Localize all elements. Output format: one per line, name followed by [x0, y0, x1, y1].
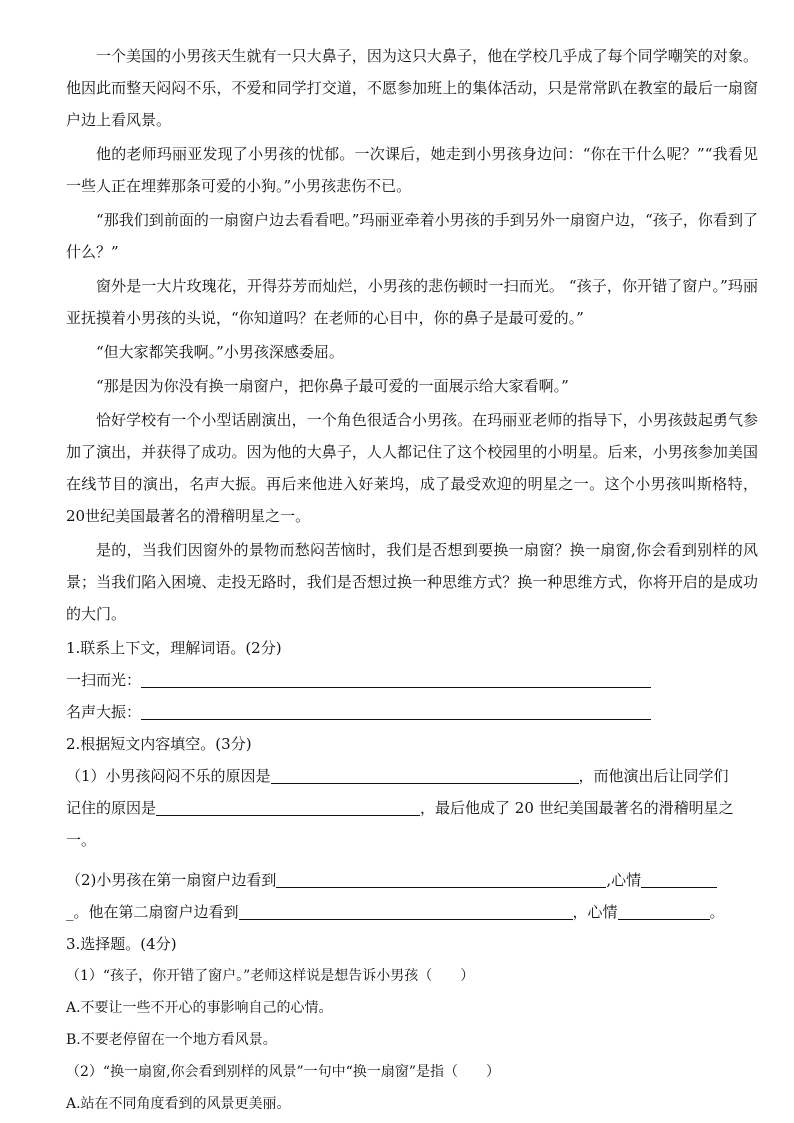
question-2-sub-1-line-3	[66, 824, 758, 856]
q2-s2-text-a: （2)小男孩在第一扇窗户边看到	[66, 871, 277, 889]
q2-s1-text-d: ，最后他成了 20 世纪美国最著名的滑稽明星之	[420, 799, 734, 817]
question-2-sub-1-line-2	[66, 792, 758, 824]
story-paragraph-4: 窗外是一大片玫瑰花，开得芬芳而灿烂，小男孩的悲伤顿时一扫而光。 “孩子，你开错了窗户。”玛丽亚抚摸着小男孩的头说，“你知道吗？在老师的心目中，你的鼻子是最可爱的。”	[66, 277, 758, 327]
q2-s2-text-d: ，心情	[572, 903, 618, 921]
answer-blank-term-2[interactable]	[141, 701, 651, 720]
question-1-item-2	[66, 696, 758, 728]
question-3-sub-1: （1）“孩子，你开错了窗户。”老师这样说是想告诉小男孩（ ）	[66, 968, 475, 984]
question-3-sub-1-option-a[interactable]: A.不要让一些不开心的事影响自己的心情。	[66, 1000, 333, 1016]
story-paragraph-2: 他的老师玛丽亚发现了小男孩的忧郁。一次课后，她走到小男孩身边问：“你在干什么呢？”“我看见一些人正在埋葬那条可爱的小狗。”小男孩悲伤不已。	[66, 145, 758, 195]
question-3-sub-1-option-b[interactable]: B.不要老停留在一个地方看风景。	[66, 1032, 277, 1048]
story-paragraph-1: 一个美国的小男孩天生就有一只大鼻子，因为这只大鼻子，他在学校几乎成了每个同学嘲笑的对象。他因此而整天闷闷不乐，不爱和同学打交道，不愿参加班上的集体活动，只是常常趴在教室的最后一扇窗户边上看风景。	[66, 47, 758, 129]
question-1-title: 1.联系上下文，理解词语。(2分)	[66, 639, 282, 657]
term-label-2: 名声大振：	[66, 703, 142, 721]
question-3-sub-2-option-a[interactable]: A.站在不同角度看到的风景更美丽。	[66, 1096, 291, 1112]
q2-s1-text-a: （1）小男孩闷闷不乐的原因是	[66, 767, 271, 785]
q2-s2-text-b: ,心情	[606, 871, 642, 889]
question-3-sub-2: （2）“换一扇窗,你会看到别样的风景”一句中“换一扇窗”是指（ ）	[66, 1064, 500, 1080]
q2-s1-text-b: ，而他演出后让同学们	[578, 767, 729, 785]
question-2-sub-2-line-1	[66, 864, 758, 896]
answer-blank-reason-unhappy[interactable]	[271, 765, 579, 784]
question-2-sub-1-line-1	[66, 760, 758, 792]
question-2-title: 2.根据短文内容填空。(3分)	[66, 735, 252, 753]
answer-blank-first-mood[interactable]	[641, 869, 717, 888]
question-2-sub-2-line-2	[66, 896, 758, 928]
answer-blank-first-window-sight[interactable]	[276, 869, 606, 888]
story-paragraph-8: 是的，当我们因窗外的景物而愁闷苦恼时，我们是否想到要换一扇窗？换一扇窗,你会看到别样的风景；当我们陷入困境、走投无路时，我们是否想过换一种思维方式？换一种思维方式，你将开启的是成功的大门。	[66, 541, 758, 623]
answer-blank-reason-remembered[interactable]	[156, 797, 420, 816]
answer-blank-term-1[interactable]	[141, 669, 651, 688]
story-paragraph-3: “那我们到前面的一扇窗户边去看看吧。”玛丽亚牵着小男孩的手到另外一扇窗户边，“孩子，你看到了什么？”	[66, 211, 758, 261]
answer-blank-second-mood[interactable]	[618, 901, 710, 920]
story-paragraph-5: “但大家都笑我啊。”小男孩深感委屈。	[96, 343, 344, 361]
question-1-item-1	[66, 664, 758, 696]
answer-blank-second-window-sight[interactable]	[239, 901, 573, 920]
question-3-title: 3.选择题。(4分)	[66, 935, 177, 953]
story-paragraph-6: “那是因为你没有换一扇窗户，把你鼻子最可爱的一面展示给大家看啊。”	[96, 377, 569, 395]
q2-s1-text-e: 一。	[66, 831, 97, 849]
q2-s2-text-c: _。他在第二扇窗户边看到	[66, 903, 239, 921]
q2-s2-text-e: 。	[709, 903, 725, 921]
q2-s1-text-c: 记住的原因是	[66, 799, 157, 817]
worksheet-page	[66, 40, 758, 1120]
story-paragraph-7: 恰好学校有一个小型话剧演出，一个角色很适合小男孩。在玛丽亚老师的指导下，小男孩鼓起勇气参加了演出，并获得了成功。因为他的大鼻子，人人都记住了这个校园里的小明星。后来，小男孩参加美国在线节目的演出，名声大振。再后来他进入好莱坞，成了最受欢迎的明星之一。这个小男孩叫斯格特，20世纪美国最著名的滑稽明星之一。	[66, 411, 758, 525]
term-label-1: 一扫而光：	[66, 671, 142, 689]
